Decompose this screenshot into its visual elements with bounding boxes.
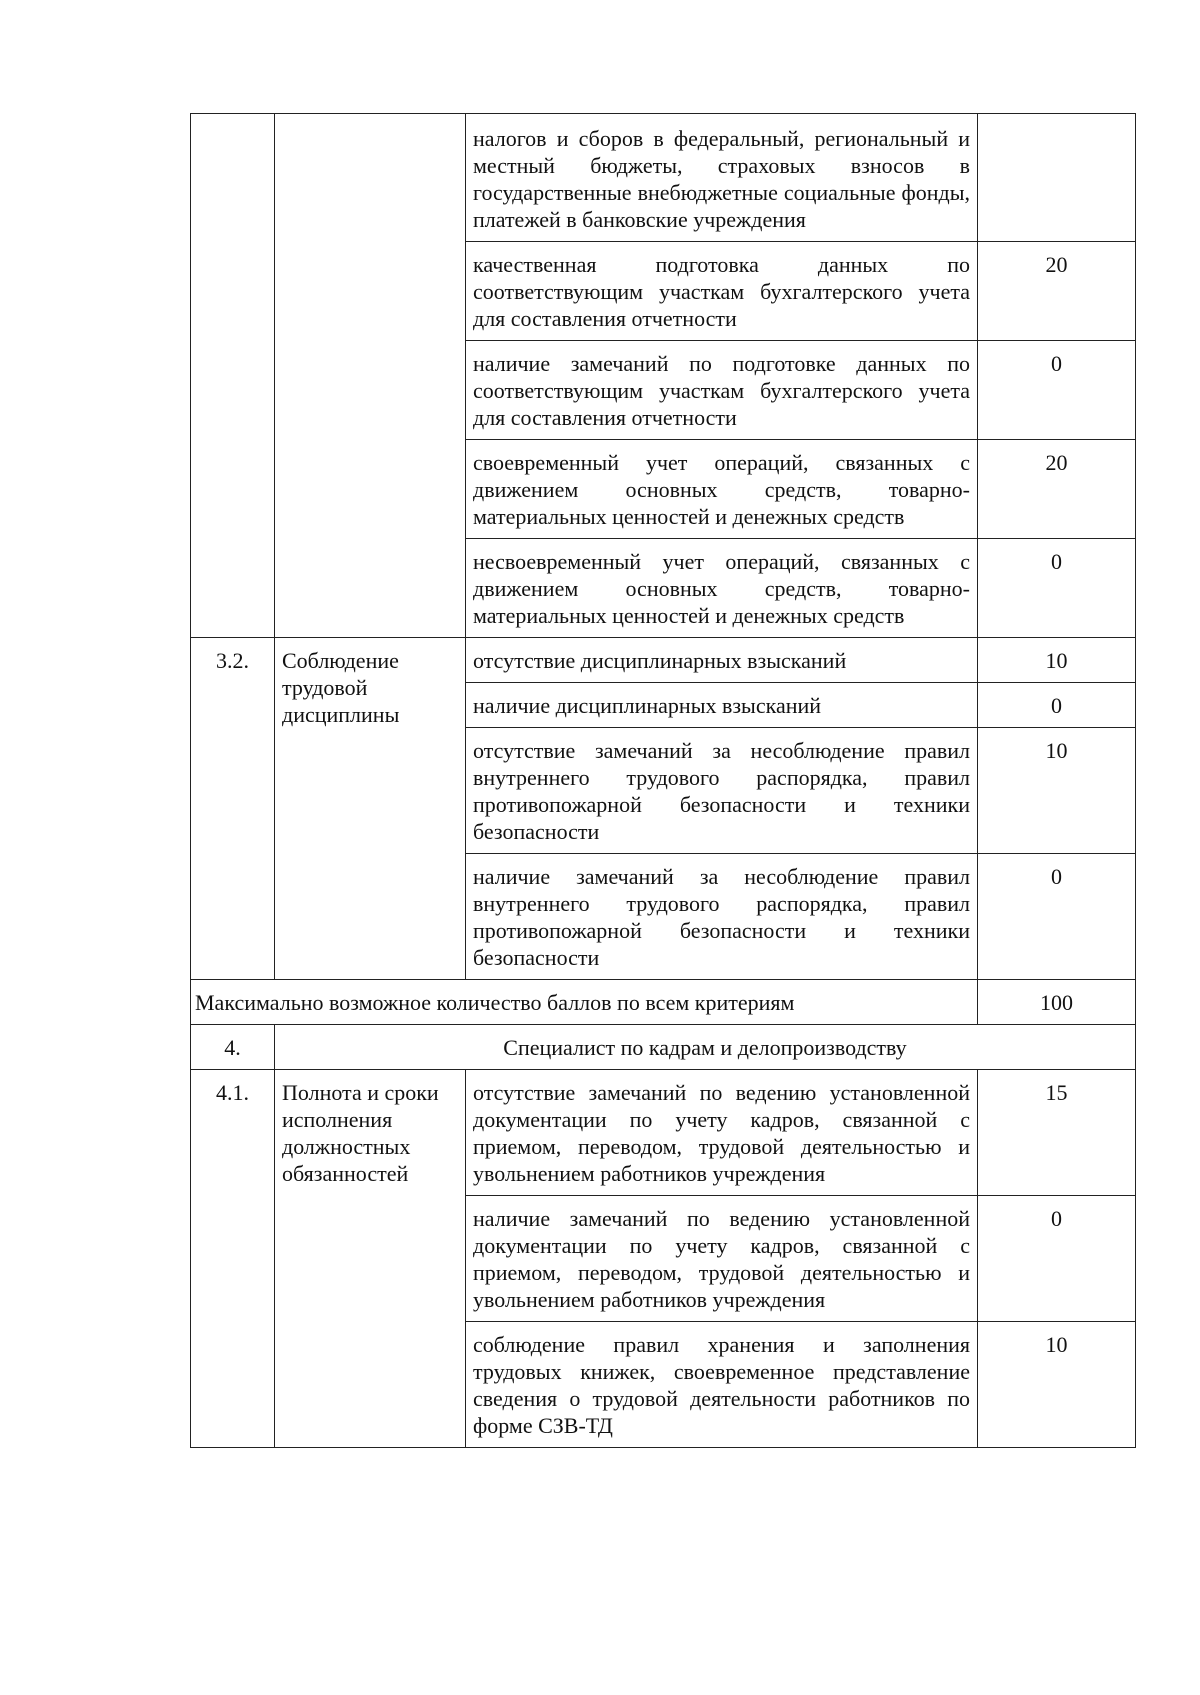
table-row bbox=[191, 114, 1136, 242]
indicator-score: 10 bbox=[978, 1322, 1136, 1448]
indicator-score: 0 bbox=[978, 683, 1136, 728]
criterion-name: Соблюдение трудовой дисциплины bbox=[275, 638, 466, 980]
indicator-description: наличие замечаний за несоблюдение правил внутреннего трудового распорядка, правил противопожарной безопасности и техники безопасности bbox=[466, 854, 978, 980]
table-row bbox=[191, 1070, 1136, 1196]
section-header-row bbox=[191, 1025, 1136, 1070]
indicator-score bbox=[978, 114, 1136, 242]
indicator-description: наличие замечаний по ведению установленной документации по учету кадров, связанной с приемом, переводом, трудовой деятельностью и увольнением работников учреждения bbox=[466, 1196, 978, 1322]
indicator-description: отсутствие замечаний за несоблюдение правил внутреннего трудового распорядка, правил противопожарной безопасности и техники безопасности bbox=[466, 728, 978, 854]
criterion-number: 4.1. bbox=[191, 1070, 275, 1448]
indicator-description: наличие дисциплинарных взысканий bbox=[466, 683, 978, 728]
indicator-score: 0 bbox=[978, 1196, 1136, 1322]
criterion-number: 3.2. bbox=[191, 638, 275, 980]
indicator-description: наличие замечаний по подготовке данных по соответствующим участкам бухгалтерского учета для составления отчетности bbox=[466, 341, 978, 440]
indicator-description: отсутствие дисциплинарных взысканий bbox=[466, 638, 978, 683]
criteria-table bbox=[190, 113, 1136, 1448]
criterion-number-cell bbox=[191, 114, 275, 638]
indicator-score: 15 bbox=[978, 1070, 1136, 1196]
criterion-name-cell bbox=[275, 114, 466, 638]
indicator-score: 10 bbox=[978, 728, 1136, 854]
indicator-score: 20 bbox=[978, 440, 1136, 539]
section-number: 4. bbox=[191, 1025, 275, 1070]
indicator-description: качественная подготовка данных по соответствующим участкам бухгалтерского учета для составления отчетности bbox=[466, 242, 978, 341]
indicator-score: 0 bbox=[978, 854, 1136, 980]
total-score: 100 bbox=[978, 980, 1136, 1025]
indicator-description: своевременный учет операций, связанных с движением основных средств, товарно-материальных ценностей и денежных средств bbox=[466, 440, 978, 539]
table-row bbox=[191, 638, 1136, 683]
indicator-description: соблюдение правил хранения и заполнения трудовых книжек, своевременное представление сведения о трудовой деятельности работников по форме СЗВ-ТД bbox=[466, 1322, 978, 1448]
indicator-score: 0 bbox=[978, 341, 1136, 440]
indicator-description: отсутствие замечаний по ведению установленной документации по учету кадров, связанной с приемом, переводом, трудовой деятельностью и увольнением работников учреждения bbox=[466, 1070, 978, 1196]
indicator-score: 20 bbox=[978, 242, 1136, 341]
indicator-description: несвоевременный учет операций, связанных с движением основных средств, товарно-материальных ценностей и денежных средств bbox=[466, 539, 978, 638]
indicator-score: 0 bbox=[978, 539, 1136, 638]
total-label: Максимально возможное количество баллов по всем критериям bbox=[191, 980, 978, 1025]
total-row bbox=[191, 980, 1136, 1025]
indicator-score: 10 bbox=[978, 638, 1136, 683]
indicator-description: налогов и сборов в федеральный, региональный и местный бюджеты, страховых взносов в государственные внебюджетные социальные фонды, платежей в банковские учреждения bbox=[466, 114, 978, 242]
section-title: Специалист по кадрам и делопроизводству bbox=[275, 1025, 1136, 1070]
criterion-name: Полнота и сроки исполнения должностных обязанностей bbox=[275, 1070, 466, 1448]
